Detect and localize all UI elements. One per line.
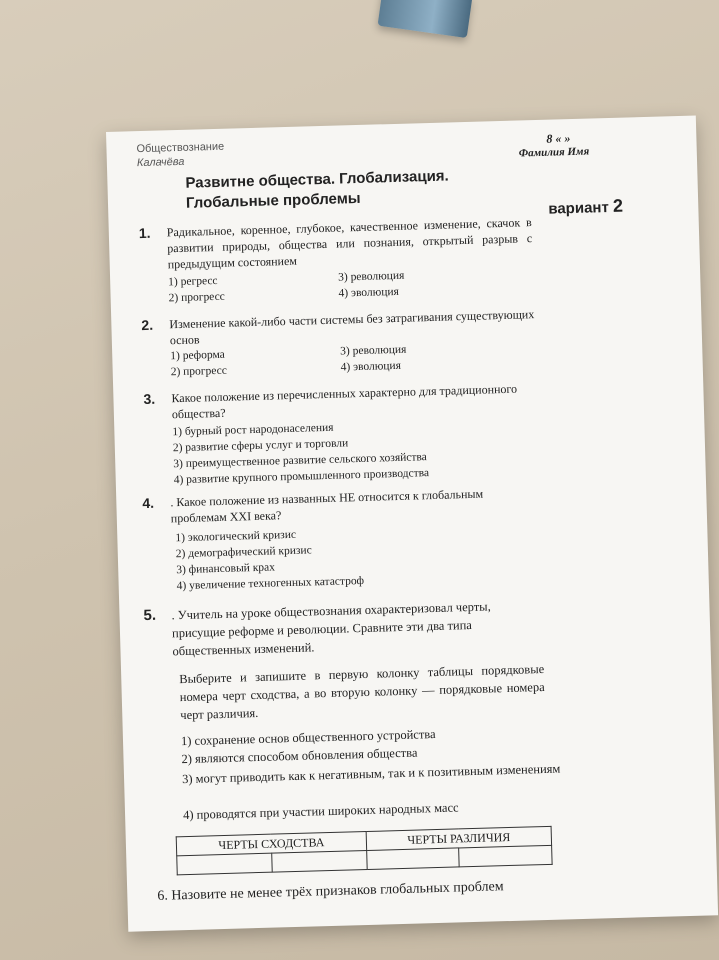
- question-4-text: . Какое положение из названных НЕ относится к глобальным проблемам XXI века?: [170, 486, 484, 526]
- worksheet: [106, 116, 718, 932]
- author-label: Калачёва: [136, 155, 185, 170]
- question-4-option-1: 1) экологический кризис: [175, 528, 297, 545]
- variant-number: 2: [612, 195, 624, 216]
- answer-cell[interactable]: [177, 853, 272, 875]
- question-4-option-4: 4) увеличение техногенных катастроф: [176, 574, 365, 593]
- question-5-option-2: 2) являются способом обновления общества: [181, 745, 418, 767]
- question-5-option-4: 4) проводятся при участии широких народных масс: [182, 800, 459, 823]
- similarity-header: ЧЕРТЫ СХОДСТВА: [176, 832, 366, 856]
- question-4-option-2: 2) демографический кризис: [175, 544, 312, 561]
- question-5-text: . Учитель на уроке обществознания охарактеризовал черты, присущие реформе и революции. Сравните эти два типа общественных изменений.: [171, 599, 491, 659]
- variant-word: вариант: [548, 198, 610, 218]
- question-1-option-1: 1) регресс: [168, 274, 218, 289]
- answer-cell[interactable]: [367, 848, 460, 870]
- question-1-option-4: 4) эволюция: [338, 285, 400, 300]
- question-3-option-3: 3) преимущественное развитие сельского хозяйства: [173, 451, 427, 471]
- question-1-option-3: 3) революция: [337, 269, 405, 284]
- question-2-option-1: 1) реформа: [170, 348, 225, 363]
- desk-object: [378, 0, 473, 38]
- question-2-option-4: 4) эволюция: [340, 359, 402, 374]
- answer-table: [176, 826, 553, 875]
- question-3-option-2: 2) развитие сферы услуг и торговли: [172, 437, 349, 455]
- question-2-option-2: 2) прогресс: [170, 364, 228, 379]
- answer-cell[interactable]: [459, 845, 552, 867]
- question-3-option-1: 1) бурный рост народонаселения: [172, 421, 334, 439]
- name-line: Фамилия Имя: [518, 145, 590, 160]
- question-2-text: Изменение какой-либо части системы без затрагивания существующих основ: [169, 307, 535, 348]
- question-5-option-1: 1) сохранение основ общественного устройства: [180, 727, 436, 749]
- class-line: 8 « »: [546, 131, 571, 146]
- question-1-option-2: 2) прогресс: [168, 290, 226, 305]
- question-4-option-3: 3) финансовый крах: [176, 561, 276, 577]
- question-5-option-3: 3) могут приводить как к негативным, так и к позитивным изменениям: [181, 761, 561, 787]
- question-6: 6. Назовите не менее трёх признаков глобальных проблем: [157, 879, 504, 904]
- question-5-instruction: Выберите и запишите в первую колонку таблицы порядковые номера черт сходства, а во вторую колонку — порядковые номера черт различия.: [179, 661, 545, 723]
- question-1-text: Радикальное, коренное, глубокое, качественное изменение, скачок в развитии природы, общества или познания, открытый разрыв с предыдущим состоянием: [166, 215, 533, 272]
- question-2-number: 2.: [141, 316, 154, 334]
- page-title: Развитне общества. Глобализация. Глобальные проблемы: [185, 167, 449, 212]
- question-1-number: 1.: [138, 224, 151, 242]
- answer-cell[interactable]: [272, 851, 367, 873]
- question-5-number: 5.: [143, 606, 157, 625]
- question-3-text: Какое положение из перечисленных характерно для традиционного общества?: [171, 381, 518, 422]
- difference-header: ЧЕРТЫ РАЗЛИЧИЯ: [366, 826, 552, 850]
- question-3-number: 3.: [143, 390, 156, 408]
- subject-label: Обществознание: [136, 140, 225, 156]
- question-3-option-4: 4) развитие крупного промышленного производства: [173, 467, 430, 487]
- variant-label: [548, 196, 623, 219]
- question-4-number: 4.: [142, 494, 155, 512]
- question-2-option-3: 3) революция: [340, 343, 407, 358]
